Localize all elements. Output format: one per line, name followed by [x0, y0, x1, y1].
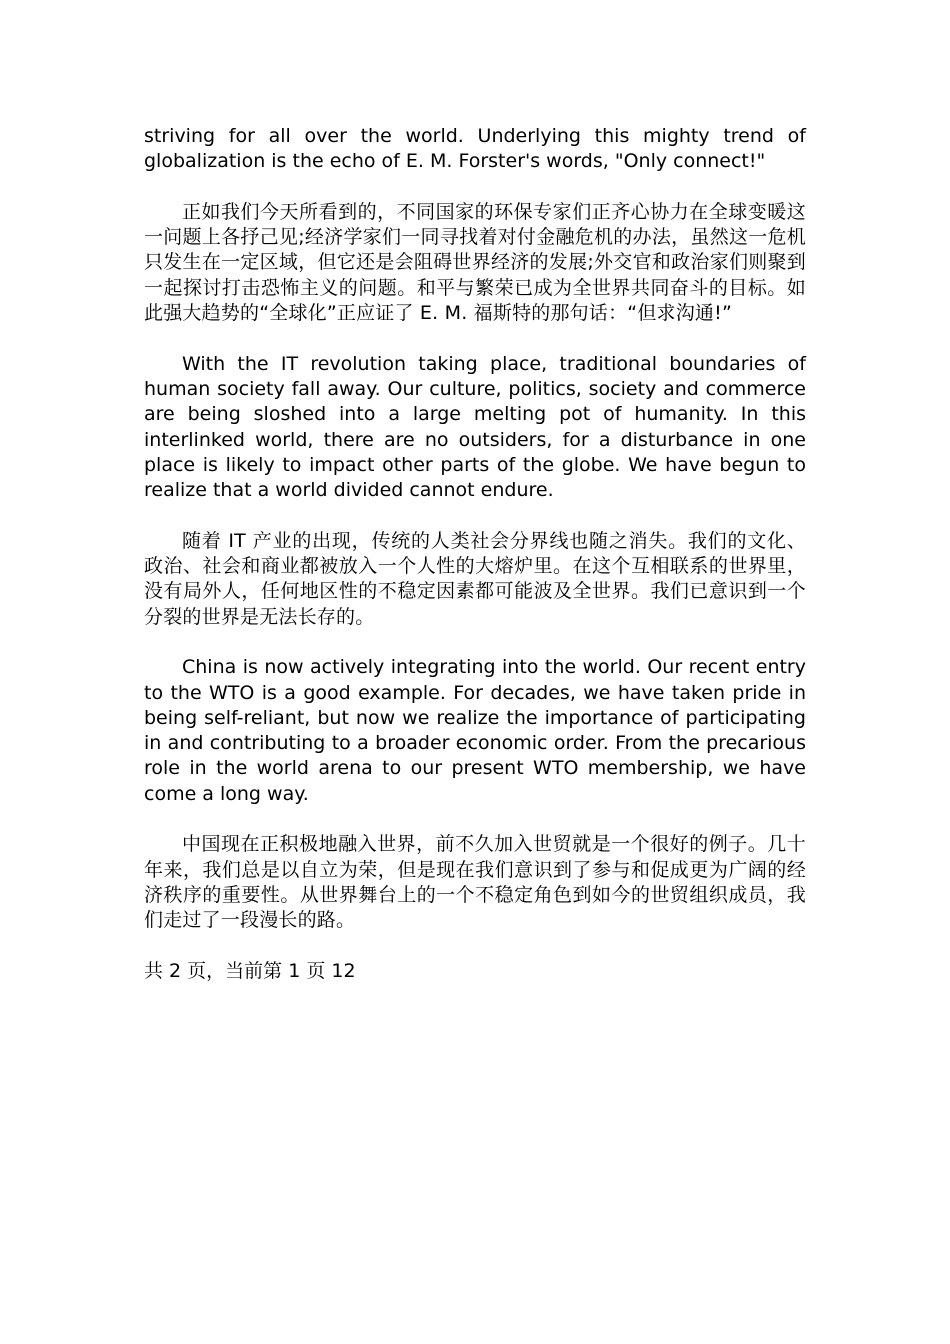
paragraph-zh-china-wto: 中国现在正积极地融入世界，前不久加入世贸就是一个很好的例子。几十年来，我们总是以自立为荣，但是现在我们意识到了参与和促成更为广阔的经济秩序的重要性。从世界舞台上的一个不稳定角色到如今的世贸组织成员，我们走过了一段漫长的路。	[144, 833, 806, 932]
document-page	[144, 124, 806, 984]
page-number-footer: 共 2 页，当前第 1 页 12	[144, 959, 356, 982]
paragraph-en-globalization-ending: striving for all over the world. Underlying this mighty trend of globalization is the echo of E. M. Forster's words, "Only connect!"	[144, 125, 806, 173]
paragraph-en-china-wto: China is now actively integrating into the world. Our recent entry to the WTO is a good example. For decades, we have taken pride in being self-reliant, but now we realize the importance of participating in and contributing to a broader economic order. From the precarious role in the world arena to our present WTO membership, we have come a long way.	[144, 656, 806, 805]
paragraph-en-it-revolution: With the IT revolution taking place, traditional boundaries of human society fall away. Our culture, politics, society and commerce are being sloshed into a large melting pot of humanity. In this interlinked world, there are no outsiders, for a disturbance in one place is likely to impact other parts of the globe. We have begun to realize that a world divided cannot endure.	[144, 352, 806, 502]
paragraph-zh-it-revolution: 随着 IT 产业的出现，传统的人类社会分界线也随之消失。我们的文化、政治、社会和商业都被放入一个人性的大熔炉里。在这个互相联系的世界里，没有局外人，任何地区性的不稳定因素都可能波及全世界。我们已意识到一个分裂的世界是无法长存的。	[144, 529, 806, 628]
paragraph-zh-globalization: 正如我们今天所看到的，不同国家的环保专家们正齐心协力在全球变暖这一问题上各抒己见;经济学家们一同寻找着对付金融危机的办法，虽然这一危机只发生在一定区域，但它还是会阻碍世界经济的发展;外交官和政治家们则聚到一起探讨打击恐怖主义的问题。和平与繁荣已成为全世界共同奋斗的目标。如此强大趋势的“全球化”正应证了 E. M. 福斯特的那句话：“但求沟通!”	[144, 200, 806, 325]
